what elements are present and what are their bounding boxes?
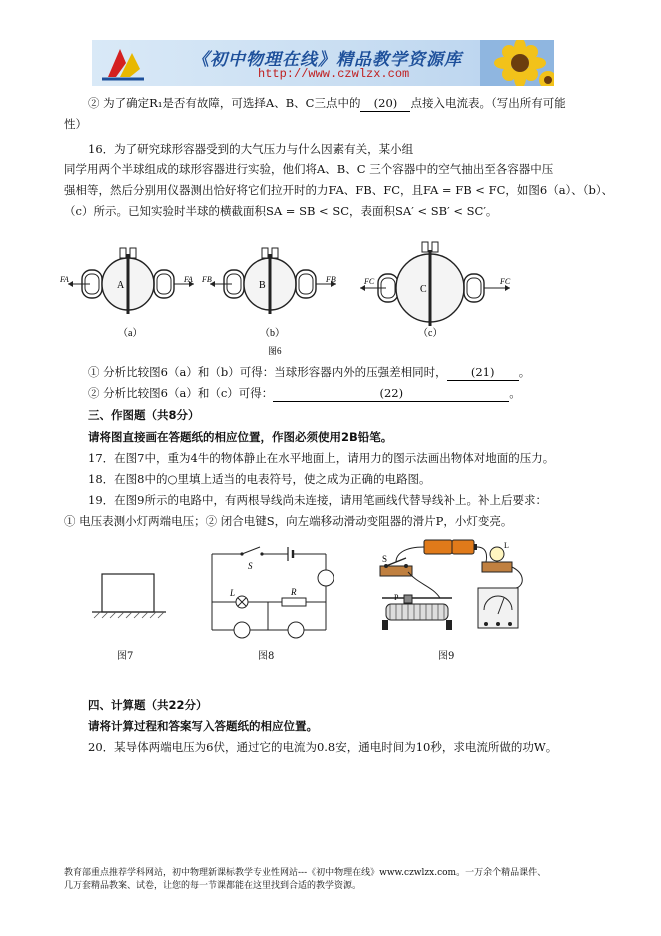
force-label-a-left: FA	[60, 275, 69, 284]
sphere-c-label: C	[420, 284, 427, 295]
sphere-b	[210, 248, 336, 314]
figure-6-title: 图6	[268, 346, 282, 356]
footer-line1: 教育部重点推荐学科网站，初中物理新课标教学专业性网站---《初中物理在线》www.czwlzx.com。一万余个精品课件、	[64, 868, 547, 878]
q15-part2-line1: ② 为了确定R₁是否有故障，可选择A、B、C三点中的 (20) 点接入电流表。（写出所有可能	[88, 96, 566, 110]
figure-9-caption: 图9	[438, 651, 455, 662]
sphere-a	[68, 248, 194, 314]
figure-7-caption: 图7	[117, 651, 134, 662]
caption-a: （a）	[118, 328, 143, 339]
blank-21: (21)	[447, 364, 519, 381]
site-title: 《初中物理在线》精品教学资源库	[192, 50, 462, 70]
site-url[interactable]: http://www.czwlzx.com	[258, 67, 410, 81]
force-label-b-right: FB	[326, 275, 336, 284]
blank-22: (22)	[273, 385, 509, 402]
q16-line2: 同学用两个半球组成的球形容器进行实验，他们将A、B、C 三个容器中的空气抽出至各容器中压	[64, 162, 554, 176]
voltmeter-icon	[478, 588, 518, 628]
q18-text: 18．在图8中的○里填上适当的电表符号，使之成为正确的电路图。	[88, 472, 431, 486]
footer-line2: 几万套精品教案、试卷，让您的每一节课都能在这里找到合适的教学资源。	[64, 881, 362, 891]
section3-heading: 三、作图题（共8分）	[88, 408, 200, 422]
figure-7	[90, 568, 170, 620]
q17-text: 17．在图7中，重为4牛的物体静止在水平地面上，请用力的图示法画出物体对地面的压力。	[88, 451, 555, 465]
section4-instruction: 请将计算过程和答案写入答题纸的相应位置。	[88, 719, 318, 733]
q19-text: 19．在图9所示的电路中，有两根导线尚未连接，请用笔画线代替导线补上。补上后要求：	[88, 493, 547, 507]
blank-20: (20)	[360, 95, 410, 112]
q16-sub1: ① 分析比较图6（a）和（b）可得：当球形容器内外的压强差相同时， (21) 。	[88, 365, 531, 379]
fig9-switch-label: S	[382, 554, 388, 564]
site-logo-icon	[98, 43, 148, 83]
figure-6	[60, 238, 540, 356]
force-label-b-left: FB	[202, 275, 212, 284]
q16-line3: 强相等，然后分别用仪器测出恰好将它们拉开时的力FA、FB、FC，且FA = FB < FC，如图6（a）、（b）、	[64, 183, 614, 197]
fig9-slider-label: P	[394, 593, 399, 602]
q19-requirements: ① 电压表测小灯两端电压；② 闭合电键S，向左端移动滑动变阻器的滑片P，小灯变亮。	[64, 514, 513, 528]
sphere-b-label: B	[259, 280, 266, 291]
force-label-c-left: FC	[364, 277, 375, 286]
caption-c: （c）	[418, 328, 443, 339]
sphere-c	[360, 242, 510, 326]
force-label-a-right: FA	[184, 275, 193, 284]
header-banner	[92, 40, 554, 86]
sunflower-icon	[480, 40, 554, 86]
q15-part2-line2: 性）	[64, 117, 87, 131]
rheostat-icon	[382, 595, 452, 630]
fig9-lamp-label: L	[504, 541, 509, 550]
sphere-a-label: A	[117, 280, 125, 291]
q16-line4: （c）所示。已知实验时半球的横截面积SA = SB < SC，表面积SA′ < SB′ < SC′。	[64, 204, 498, 218]
section3-instruction: 请将图直接画在答题纸的相应位置，作图必须使用2B铅笔。	[88, 430, 393, 444]
fig8-switch-label: S	[248, 561, 253, 571]
q20-text: 20．某导体两端电压为6伏，通过它的电流为0.8安，通电时间为10秒，求电流所做的功W。	[88, 740, 558, 754]
figure-8-caption: 图8	[258, 651, 275, 662]
fig8-lamp-label: L	[230, 588, 236, 598]
fig8-resistor-label: R	[291, 587, 297, 597]
force-label-c-right: FC	[500, 277, 511, 286]
battery-icon	[424, 540, 477, 554]
q16-line1: 16．为了研究球形容器受到的大气压力与什么因素有关，某小组	[88, 142, 414, 156]
section4-heading: 四、计算题（共22分）	[88, 698, 208, 712]
figure-8	[206, 540, 334, 644]
figure-9	[374, 532, 534, 644]
caption-b: （b）	[260, 328, 285, 339]
q16-sub2: ② 分析比较图6（a）和（c）可得： (22) 。	[88, 386, 521, 400]
